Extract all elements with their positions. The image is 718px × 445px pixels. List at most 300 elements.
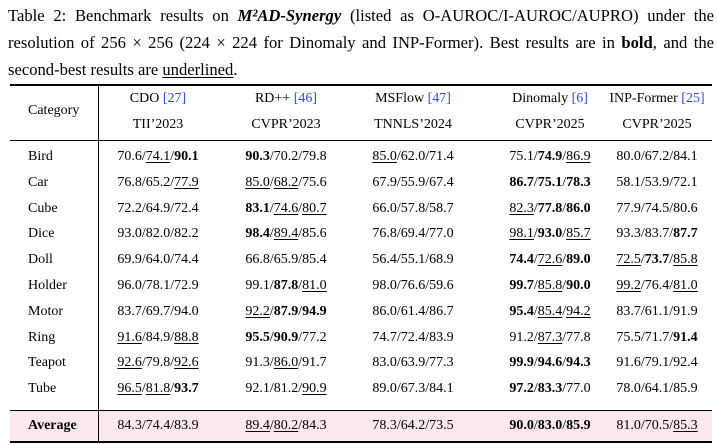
separator: /: [396, 418, 401, 433]
metric-value: 90.3: [245, 149, 270, 164]
score-cell: [616, 355, 697, 371]
metric-value: 81.0: [673, 278, 698, 293]
separator: /: [170, 149, 175, 164]
venue-label: CVPR’2025: [515, 117, 585, 132]
metric-value: 77.0: [429, 226, 454, 242]
separator: /: [425, 329, 430, 345]
score-cell: [117, 304, 198, 320]
metric-value: 77.9: [174, 174, 199, 190]
metric-value: 56.4: [372, 252, 397, 268]
metric-value: 76.8: [117, 174, 142, 190]
score-cell: [245, 149, 326, 165]
method-header: [609, 91, 704, 107]
metric-value: 85.0: [372, 149, 397, 164]
metric-value: 67.4: [429, 174, 454, 190]
metric-value: 61.4: [400, 303, 426, 319]
metric-value: 81.2: [273, 381, 299, 397]
separator: /: [425, 226, 430, 242]
metric-value: 92.4: [673, 355, 698, 371]
score-cell: [372, 355, 453, 371]
separator: /: [396, 252, 401, 268]
average-label: Average: [28, 418, 77, 433]
score-cell: [117, 418, 198, 434]
separator: /: [640, 381, 645, 397]
metric-value: 83.7: [616, 303, 641, 319]
citation-link[interactable]: [27]: [162, 91, 187, 106]
table-bottom-rule: [10, 441, 712, 443]
category-label: Ring: [28, 329, 56, 345]
score-cell: [509, 226, 590, 242]
separator: /: [562, 381, 567, 397]
score-cell: [372, 304, 453, 320]
metric-value: 57.8: [400, 200, 426, 216]
metric-value: 74.7: [372, 329, 397, 345]
metric-value: 72.6: [537, 252, 563, 268]
caption-bold-word: bold: [621, 33, 653, 52]
metric-value: 65.2: [145, 174, 171, 190]
metric-value: 61.1: [644, 303, 670, 319]
metric-value: 99.2: [616, 278, 641, 293]
metric-value: 85.4: [302, 252, 327, 268]
separator: /: [298, 329, 303, 345]
score-cell: [616, 278, 697, 294]
metric-value: 70.6: [117, 149, 142, 164]
metric-value: 99.7: [509, 278, 534, 293]
metric-value: 53.9: [644, 174, 670, 190]
table-caption: [8, 2, 714, 83]
separator: /: [533, 278, 538, 293]
metric-value: 85.9: [566, 418, 591, 433]
metric-value: 94.3: [566, 355, 591, 371]
separator: /: [269, 149, 274, 164]
separator: /: [425, 149, 430, 164]
separator: /: [269, 278, 274, 293]
caption-middle: , and the second-best results are: [8, 33, 714, 79]
metric-value: 73.5: [429, 418, 454, 433]
metric-value: 97.2: [509, 381, 534, 397]
metric-value: 77.2: [302, 329, 327, 345]
metric-value: 67.3: [400, 381, 426, 397]
separator: /: [141, 174, 146, 190]
metric-value: 87.3: [537, 329, 563, 345]
category-label: Teapot: [28, 355, 66, 371]
score-cell: [372, 330, 453, 346]
metric-value: 99.1: [245, 278, 270, 293]
separator: /: [533, 329, 538, 345]
metric-value: 65.9: [273, 252, 299, 268]
metric-value: 71.7: [644, 329, 670, 345]
score-cell: [616, 252, 697, 268]
metric-value: 91.2: [509, 329, 534, 345]
metric-value: 84.3: [302, 418, 327, 433]
metric-value: 93.0: [537, 226, 563, 242]
score-cell: [509, 149, 590, 165]
metric-value: 94.0: [174, 303, 199, 319]
score-cell: [616, 381, 697, 397]
metric-value: 68.2: [273, 174, 299, 190]
metric-value: 79.1: [644, 355, 670, 371]
metric-value: 96.0: [117, 278, 142, 293]
metric-value: 76.4: [644, 278, 670, 293]
metric-value: 85.6: [302, 226, 327, 242]
metric-value: 98.4: [245, 226, 270, 242]
separator: /: [533, 418, 538, 433]
separator: /: [269, 200, 274, 216]
separator: /: [425, 381, 430, 397]
score-cell: [245, 381, 326, 397]
metric-value: 90.0: [509, 418, 534, 433]
score-cell: [616, 226, 697, 242]
metric-value: 93.7: [174, 381, 199, 397]
metric-value: 72.4: [400, 329, 426, 345]
score-cell: [245, 330, 326, 346]
separator: /: [425, 252, 430, 268]
metric-value: 90.1: [174, 149, 199, 164]
separator: /: [669, 226, 674, 242]
category-divider: [98, 84, 99, 442]
score-cell: [509, 330, 590, 346]
metric-value: 72.4: [174, 200, 199, 216]
metric-value: 72.9: [174, 278, 199, 293]
metric-value: 74.6: [273, 200, 299, 216]
score-cell: [245, 418, 326, 434]
method-header: [375, 91, 451, 107]
metric-value: 84.1: [673, 149, 698, 164]
separator: /: [298, 149, 303, 164]
metric-value: 72.1: [673, 174, 698, 190]
score-cell: [509, 252, 590, 268]
method-name: Dinomaly: [512, 91, 572, 106]
metric-value: 73.7: [644, 252, 670, 268]
metric-value: 89.0: [566, 252, 591, 268]
metric-value: 83.7: [117, 303, 142, 319]
separator: /: [669, 200, 674, 216]
citation-link[interactable]: [46]: [293, 91, 318, 106]
metric-value: 69.4: [400, 226, 426, 242]
separator: /: [533, 226, 538, 242]
separator: /: [298, 303, 303, 319]
metric-value: 67.2: [644, 149, 670, 164]
metric-value: 90.0: [566, 278, 591, 293]
metric-value: 88.8: [174, 329, 199, 345]
separator: /: [533, 252, 538, 268]
metric-value: 69.7: [145, 303, 171, 319]
metric-value: 93.3: [616, 226, 641, 242]
metric-value: 64.2: [400, 418, 426, 433]
separator: /: [170, 200, 175, 216]
metric-value: 96.5: [117, 381, 142, 397]
separator: /: [640, 226, 645, 242]
separator: /: [396, 200, 401, 216]
metric-value: 81.8: [145, 381, 171, 397]
metric-value: 92.6: [117, 355, 142, 371]
separator: /: [141, 252, 146, 268]
score-cell: [372, 252, 453, 268]
metric-value: 75.5: [616, 329, 641, 345]
score-cell: [117, 381, 198, 397]
separator: /: [298, 381, 303, 397]
metric-value: 77.8: [566, 329, 591, 345]
separator: /: [640, 278, 645, 293]
metric-value: 85.9: [673, 381, 698, 397]
category-label: Cube: [28, 200, 58, 216]
score-cell: [245, 201, 326, 217]
score-cell: [372, 278, 453, 294]
separator: /: [640, 149, 645, 164]
category-label: Car: [28, 174, 49, 190]
score-cell: [117, 355, 198, 371]
metric-value: 90.9: [302, 381, 327, 397]
citation-link[interactable]: [6]: [571, 91, 588, 106]
separator: /: [669, 303, 674, 319]
separator: /: [562, 149, 567, 164]
metric-value: 59.6: [429, 278, 454, 293]
metric-value: 80.7: [302, 200, 327, 216]
metric-value: 91.6: [117, 329, 142, 345]
score-cell: [117, 175, 198, 191]
metric-value: 77.9: [616, 200, 641, 216]
separator: /: [269, 303, 274, 319]
separator: /: [170, 252, 175, 268]
separator: /: [533, 303, 538, 319]
metric-value: 75.6: [302, 174, 327, 190]
score-cell: [117, 149, 198, 165]
separator: /: [170, 303, 175, 319]
separator: /: [640, 355, 645, 371]
metric-value: 84.1: [429, 381, 454, 397]
score-cell: [372, 149, 453, 165]
metric-value: 62.0: [400, 149, 426, 164]
separator: /: [669, 149, 674, 164]
separator: /: [298, 226, 303, 242]
metric-value: 72.2: [117, 200, 142, 216]
metric-value: 92.2: [245, 303, 270, 319]
metric-value: 95.4: [509, 303, 534, 319]
separator: /: [141, 381, 146, 397]
separator: /: [669, 355, 674, 371]
separator: /: [269, 226, 274, 242]
metric-value: 93.0: [117, 226, 142, 242]
separator: /: [562, 329, 567, 345]
score-cell: [245, 252, 326, 268]
metric-value: 80.2: [273, 418, 299, 433]
score-cell: [616, 201, 697, 217]
header-rule: [10, 140, 712, 141]
metric-value: 82.3: [509, 200, 534, 216]
caption-lead: Table 2: Benchmark results on: [8, 6, 238, 25]
table-top-rule: [10, 84, 712, 86]
score-cell: [245, 304, 326, 320]
separator: /: [269, 355, 274, 371]
metric-value: 86.7: [509, 174, 534, 190]
metric-value: 66.0: [372, 200, 397, 216]
metric-value: 81.0: [302, 278, 327, 293]
separator: /: [533, 381, 538, 397]
citation-link[interactable]: [47]: [427, 91, 451, 106]
separator: /: [269, 329, 274, 345]
score-cell: [372, 381, 453, 397]
separator: /: [533, 200, 538, 216]
caption-tail: .: [233, 60, 238, 79]
score-cell: [616, 304, 697, 320]
metric-value: 85.4: [537, 303, 563, 319]
venue-label: CVPR’2025: [622, 117, 692, 132]
separator: /: [141, 355, 146, 371]
score-cell: [117, 226, 198, 242]
metric-value: 76.6: [400, 278, 426, 293]
separator: /: [298, 252, 303, 268]
score-cell: [509, 381, 590, 397]
method-name: CDO: [129, 91, 163, 106]
metric-value: 92.1: [245, 381, 270, 397]
metric-value: 74.4: [145, 418, 171, 433]
separator: /: [562, 252, 567, 268]
separator: /: [396, 303, 401, 319]
metric-value: 64.0: [145, 252, 171, 268]
score-cell: [509, 304, 590, 320]
separator: /: [298, 200, 303, 216]
metric-value: 83.9: [174, 418, 199, 433]
metric-value: 98.1: [509, 226, 534, 242]
score-cell: [245, 278, 326, 294]
category-label: Holder: [28, 278, 67, 293]
score-cell: [372, 175, 453, 191]
separator: /: [425, 355, 430, 371]
metric-value: 99.9: [509, 355, 534, 371]
metric-value: 91.3: [245, 355, 270, 371]
metric-value: 74.4: [509, 252, 534, 268]
metric-value: 77.0: [566, 381, 591, 397]
metric-value: 85.0: [245, 174, 270, 190]
separator: /: [425, 418, 430, 433]
metric-value: 91.4: [673, 329, 698, 345]
metric-value: 82.0: [145, 226, 171, 242]
score-cell: [117, 252, 198, 268]
separator: /: [425, 174, 430, 190]
separator: /: [562, 355, 567, 371]
method-header: [255, 91, 317, 107]
separator: /: [141, 149, 146, 164]
metric-value: 86.9: [566, 149, 591, 164]
score-cell: [616, 330, 697, 346]
metric-value: 87.7: [673, 226, 698, 242]
metric-value: 83.0: [537, 418, 563, 433]
separator: /: [562, 303, 567, 319]
separator: /: [269, 418, 274, 433]
metric-value: 87.9: [273, 303, 299, 319]
metric-value: 55.1: [400, 252, 426, 268]
metric-value: 78.3: [566, 174, 591, 190]
category-label: Doll: [28, 252, 53, 268]
metric-value: 77.3: [429, 355, 454, 371]
metric-value: 74.9: [537, 149, 563, 164]
separator: /: [141, 200, 146, 216]
separator: /: [141, 226, 146, 242]
category-label: Bird: [28, 149, 53, 164]
method-name: RD++: [254, 91, 294, 106]
metric-value: 83.7: [644, 226, 670, 242]
metric-value: 81.0: [616, 418, 641, 433]
metric-value: 67.9: [372, 174, 397, 190]
separator: /: [298, 418, 303, 433]
score-cell: [117, 201, 198, 217]
separator: /: [396, 278, 401, 293]
metric-value: 77.8: [537, 200, 563, 216]
metric-value: 85.8: [673, 252, 698, 268]
separator: /: [533, 149, 538, 164]
metric-value: 63.9: [400, 355, 426, 371]
metric-value: 79.8: [302, 149, 327, 164]
separator: /: [170, 226, 175, 242]
metric-value: 55.9: [400, 174, 426, 190]
metric-value: 68.9: [429, 252, 454, 268]
metric-value: 86.0: [372, 303, 397, 319]
metric-value: 89.4: [273, 226, 299, 242]
metric-value: 91.9: [673, 303, 698, 319]
separator: /: [669, 174, 674, 190]
separator: /: [141, 303, 146, 319]
metric-value: 90.9: [273, 329, 299, 345]
score-cell: [245, 355, 326, 371]
metric-value: 76.8: [372, 226, 397, 242]
metric-value: 92.6: [174, 355, 199, 371]
metric-value: 83.0: [372, 355, 397, 371]
metric-value: 91.6: [616, 355, 641, 371]
score-cell: [616, 175, 697, 191]
separator: /: [170, 329, 175, 345]
separator: /: [562, 174, 567, 190]
category-label: Tube: [28, 381, 57, 397]
method-header: [512, 91, 588, 107]
citation-link[interactable]: [25]: [681, 91, 705, 106]
separator: /: [425, 278, 430, 293]
score-cell: [117, 330, 198, 346]
metric-value: 64.9: [145, 200, 171, 216]
separator: /: [669, 252, 674, 268]
metric-value: 58.7: [429, 200, 454, 216]
separator: /: [562, 418, 567, 433]
metric-value: 86.0: [273, 355, 299, 371]
metric-value: 75.1: [537, 174, 563, 190]
metric-value: 85.8: [537, 278, 563, 293]
separator: /: [640, 418, 645, 433]
metric-value: 85.3: [673, 418, 698, 433]
separator: /: [298, 278, 303, 293]
separator: /: [396, 149, 401, 164]
metric-value: 86.7: [429, 303, 454, 319]
separator: /: [562, 278, 567, 293]
metric-value: 74.5: [644, 200, 670, 216]
separator: /: [669, 418, 674, 433]
separator: /: [640, 329, 645, 345]
separator: /: [170, 418, 175, 433]
metric-value: 78.1: [145, 278, 171, 293]
metric-value: 95.5: [245, 329, 270, 345]
metric-value: 87.8: [273, 278, 299, 293]
average-row-highlight: [10, 411, 712, 441]
separator: /: [170, 381, 175, 397]
separator: /: [562, 200, 567, 216]
separator: /: [396, 174, 401, 190]
metric-value: 69.9: [117, 252, 142, 268]
separator: /: [640, 252, 645, 268]
score-cell: [509, 355, 590, 371]
method-name: INP-Former: [609, 91, 682, 106]
caption-body: (listed as O-AUROC/I-AUROC/AUPRO) under the resolution of 256 × 256 (224 × 224 for Dinomaly and INP-Former). Best results are in: [8, 6, 714, 52]
metric-value: 84.3: [117, 418, 142, 433]
method-name: MSFlow: [375, 91, 428, 106]
venue-label: CVPR’2023: [251, 117, 321, 132]
